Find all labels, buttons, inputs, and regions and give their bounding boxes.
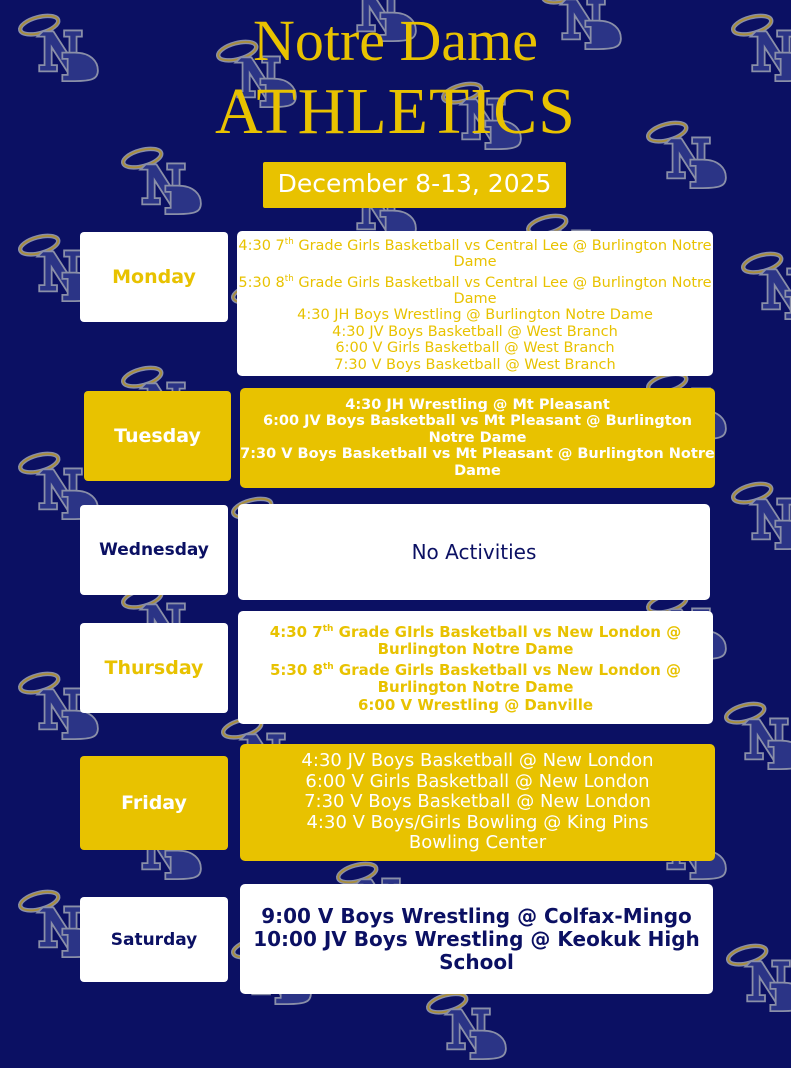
event-item	[301, 751, 653, 772]
date-range-banner: December 8-13, 2025	[263, 162, 566, 208]
event-item	[297, 307, 653, 324]
event-item	[290, 813, 665, 854]
day-label-wednesday: Wednesday	[80, 505, 228, 595]
event-item	[237, 234, 713, 271]
event-text: 10:00 JV Boys Wrestling @ Keokuk High School	[253, 926, 700, 974]
events-monday	[237, 231, 713, 376]
page-title-line1: Notre Dame	[252, 8, 539, 73]
events-wednesday	[238, 504, 710, 600]
day-label-thursday: Thursday	[80, 623, 228, 713]
event-item	[412, 540, 537, 564]
event-text: Grade Girls Basketball vs Central Lee @ Burlington Notre Dame	[293, 237, 712, 270]
ordinal-suffix: th	[322, 661, 334, 672]
event-text: 6:00 JV Boys Basketball vs Mt Pleasant @ Burlington Notre Dame	[263, 413, 692, 446]
event-text: 5:30 8	[269, 660, 323, 679]
event-item	[268, 659, 683, 697]
event-text: Grade GIrls Basketball vs New London @ Burlington Notre Dame	[333, 622, 682, 659]
event-item	[250, 928, 703, 974]
event-item	[240, 446, 715, 479]
events-friday	[240, 744, 715, 861]
events-thursday	[238, 611, 713, 724]
day-label-tuesday: Tuesday	[84, 391, 231, 481]
event-text: 4:30 7	[238, 237, 285, 254]
nd-logo-icon	[420, 988, 510, 1068]
event-text: 9:00 V Boys Wrestling @ Colfax-Mingo	[261, 903, 692, 928]
event-text: 4:30 V Boys/Girls Bowling @ King Pins Bowling Center	[306, 811, 649, 854]
event-text: 6:00 V Girls Basketball @ New London	[305, 770, 650, 792]
event-item	[332, 324, 618, 341]
event-text: 4:30 JV Boys Basketball @ West Branch	[332, 323, 618, 340]
event-text: Grade Girls Basketball vs Central Lee @ Burlington Notre Dame	[293, 274, 712, 307]
event-text: 4:30 JH Boys Wrestling @ Burlington Notre Dame	[297, 307, 653, 324]
event-text: 7:30 V Boys Basketball @ West Branch	[334, 356, 616, 373]
event-item	[237, 271, 713, 308]
nd-logo-icon	[718, 698, 791, 778]
event-item	[240, 413, 715, 446]
page-title-line2: ATHLETICS	[215, 75, 576, 148]
event-item	[268, 621, 683, 659]
event-text: 6:00 V Wrestling @ Danville	[357, 695, 594, 714]
event-text: 4:30 JH Wrestling @ Mt Pleasant	[345, 396, 610, 413]
day-label-saturday: Saturday	[80, 897, 228, 982]
ordinal-suffix: th	[322, 623, 334, 634]
event-item	[305, 772, 649, 793]
nd-logo-icon	[735, 248, 791, 328]
events-saturday	[240, 884, 713, 994]
event-item	[358, 697, 593, 715]
event-text: 4:30 JV Boys Basketball @ New London	[301, 750, 654, 772]
event-item	[261, 905, 692, 928]
event-text: 7:30 V Boys Basketball @ New London	[304, 791, 651, 813]
event-item	[334, 357, 615, 374]
event-item	[345, 397, 610, 414]
events-tuesday	[240, 388, 715, 488]
event-text: 5:30 8	[238, 274, 285, 291]
ordinal-suffix: th	[284, 236, 294, 247]
nd-logo-icon	[115, 143, 205, 223]
event-item	[335, 340, 614, 357]
event-text: 4:30 7	[269, 622, 323, 641]
event-text: 7:30 V Boys Basketball vs Mt Pleasant @ Burlington Notre Dame	[240, 446, 715, 479]
nd-logo-icon	[720, 940, 791, 1020]
event-text: No Activities	[411, 540, 537, 564]
event-text: 6:00 V Girls Basketball @ West Branch	[335, 340, 615, 357]
day-label-monday: Monday	[80, 232, 228, 322]
ordinal-suffix: th	[284, 273, 294, 284]
day-label-friday: Friday	[80, 756, 228, 850]
event-item	[304, 792, 651, 813]
event-text: Grade Girls Basketball vs New London @ Burlington Notre Dame	[333, 660, 681, 697]
nd-logo-icon	[725, 478, 791, 558]
